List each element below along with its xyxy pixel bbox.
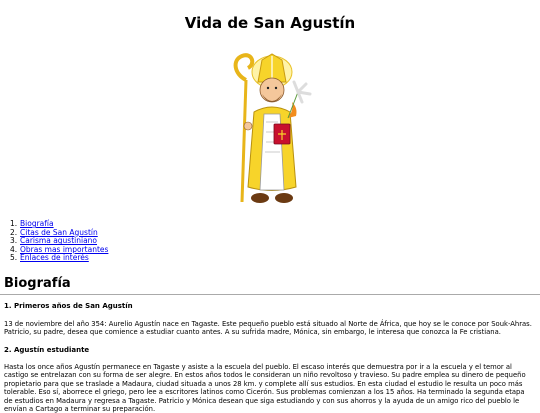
subsection-paragraph: Hasta los once años Agustín permanece en Tagaste y asiste a la escuela del pueblo. El escaso interés que demuestra por ir a la escuela y el temor al castigo se entrelazan con su forma de ser alegre. En estos años todos le consideran un niño revoltoso y travieso. Su padre emplea su dinero de pequeño propietario para que se traslade a Madaura, ciudad situada a unos 28 km. y complete allí sus estudios. En esta ciudad el estudio le resulta un poco más tolerable. Eso sí, aborrece el griego, pero lee a escritores latinos como Cicerón. Sus problemas comienzan a los 15 años. Ha terminado la segunda etapa de estudios en Madaura y regresa a Tagaste. Patricio y Mónica desean que siga estudiando y con sus ahorros y la ayuda de un amigo rico del pueblo le envían a Cartago a terminar su preparación. xyxy=(4,363,526,413)
saint-augustine-illustration xyxy=(224,52,316,208)
toc-link-citas[interactable]: Citas de San Agustín xyxy=(20,227,98,237)
section-title: Biografía xyxy=(4,276,71,291)
toc-item: 2. Citas de San Agustín xyxy=(10,227,98,237)
toc-item: 4. Obras mas importantes xyxy=(10,244,109,254)
toc-link-carisma[interactable]: Carisma agustiniano xyxy=(20,236,98,246)
toc-item: 1. Biografía xyxy=(10,219,54,228)
toc-link-obras[interactable]: Obras mas importantes xyxy=(20,244,109,254)
toc-link-biografia[interactable]: Biografía xyxy=(20,219,54,228)
subsection-title: 1. Primeros años de San Agustín xyxy=(4,302,133,310)
toc-item: 5. Enlaces de interés xyxy=(10,253,89,263)
table-of-contents xyxy=(10,220,108,263)
subsection-paragraph: 13 de noviembre del año 354: Aurelio Agustín nace en Tagaste. Este pequeño pueblo está situado al Norte de África, que hoy se le conoce por Souk-Ahras. Patricio, su padre, desea que comience a estudiar cuanto antes. A su sufrida madre, Mónica, sin embargo, le interesa que conozca la Fe cristiana. xyxy=(4,320,532,337)
toc-item: 3. Carisma agustiniano xyxy=(10,236,98,246)
section-divider xyxy=(0,294,540,295)
subsection-title: 2. Agustín estudiante xyxy=(4,346,90,354)
page-title: Vida de San Agustín xyxy=(184,14,356,32)
toc-link-enlaces[interactable]: Enlaces de interés xyxy=(20,253,89,263)
